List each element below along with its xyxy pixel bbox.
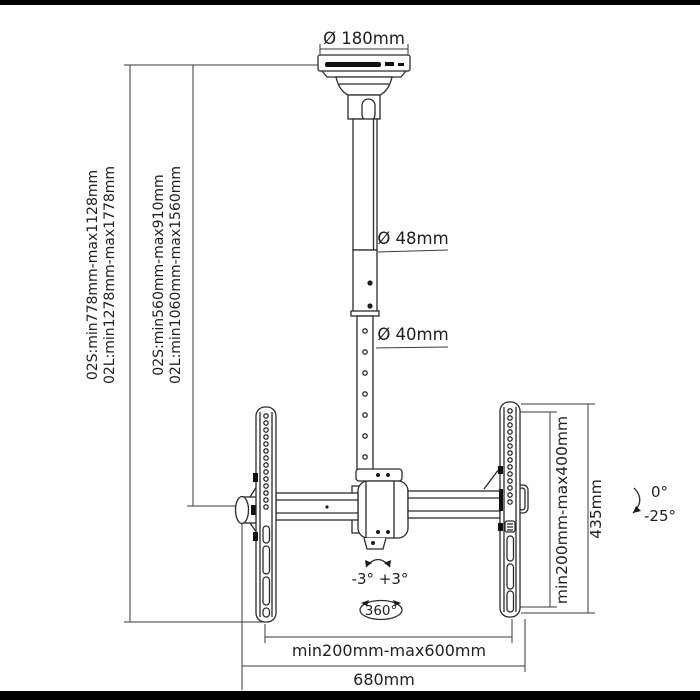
label-drop-overall-02l: 02L:min1278mm-max1778mm — [102, 165, 118, 385]
label-swivel: 360° — [364, 603, 398, 619]
pole-lower-tube — [357, 316, 373, 472]
bottom-letterbox-bar — [0, 691, 700, 700]
label-tilt-down: -25° — [644, 507, 676, 525]
label-vesa-width-range: min200mm-max600mm — [291, 641, 487, 660]
label-tilt-up: 0° — [651, 483, 669, 501]
pole-collar — [351, 311, 379, 316]
label-ceiling-plate-diameter: Ø 180mm — [323, 29, 405, 48]
right-arm — [408, 491, 500, 518]
center-clamp — [352, 469, 408, 549]
label-lower-pole-diameter: Ø 40mm — [377, 325, 449, 344]
labels — [85, 29, 676, 689]
cone-adapter — [336, 77, 392, 95]
label-level-adjustment: -3° +3° — [351, 570, 409, 588]
pole-mid-tube — [353, 250, 377, 313]
label-overall-width: 680mm — [353, 670, 415, 689]
label-upper-pole-diameter: Ø 48mm — [377, 229, 449, 248]
tilt-knob — [236, 497, 249, 524]
level-adjust-symbol — [365, 560, 391, 568]
telescoping-pole — [351, 119, 379, 472]
label-bracket-height: 435mm — [587, 479, 605, 539]
label-vesa-height-range: min200mm-max400mm — [553, 415, 571, 605]
top-letterbox-bar — [0, 0, 700, 5]
label-drop-to-arm-02s: 02S:min560mm-max910mm — [151, 174, 167, 376]
clamp-hinge — [364, 538, 386, 549]
label-drop-to-arm-02l: 02L:min1060mm-max1560mm — [168, 165, 184, 385]
ceiling-plate — [318, 55, 410, 121]
label-drop-overall-02s: 02S:min778mm-max1128mm — [85, 169, 101, 381]
left-arm — [276, 493, 358, 520]
tilt-symbol — [633, 488, 641, 513]
